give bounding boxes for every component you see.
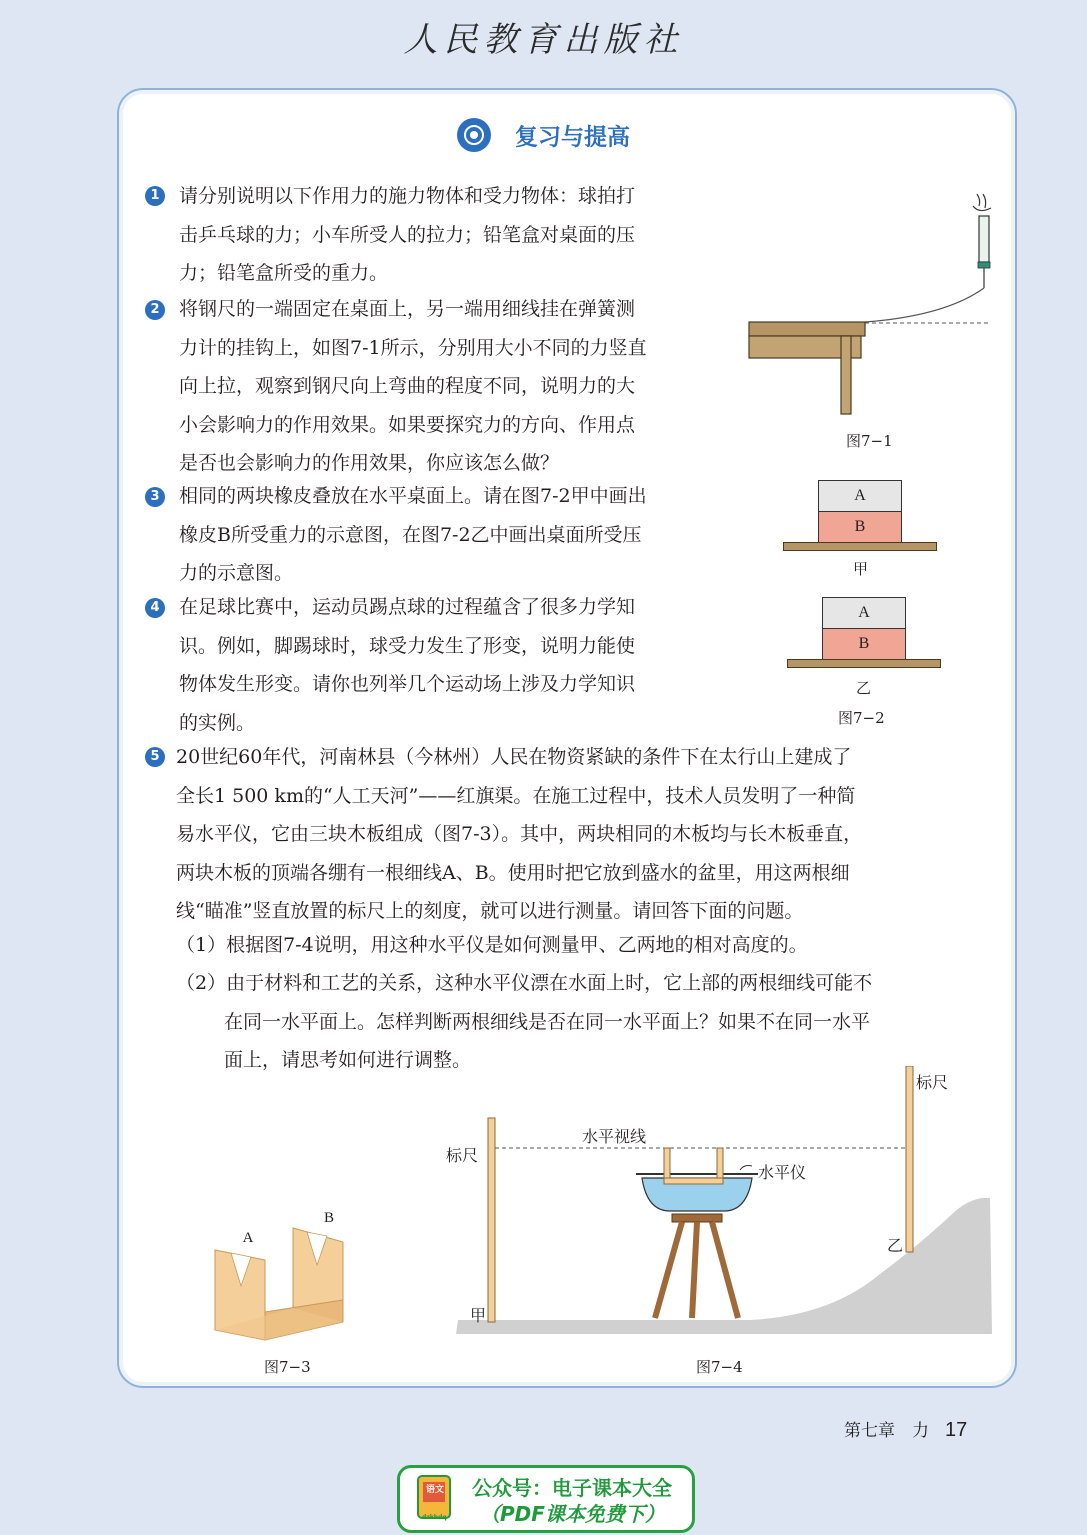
question-2-line: 向上拉，观察到钢尺向上弯曲的程度不同，说明力的大 <box>179 375 636 397</box>
eraser-a-jia: A <box>818 480 902 512</box>
sub-question-2 <box>176 964 872 1080</box>
section-title-text: 复习与提高 <box>515 124 630 151</box>
question-4-line: 的实例。 <box>179 711 256 734</box>
watermark-line2: （PDF课本免费下） <box>480 1502 665 1526</box>
section-title <box>0 118 1087 152</box>
question-5-line: 线“瞄准”竖直放置的标尺上的刻度，就可以进行测量。请回答下面的问题。 <box>176 900 804 922</box>
watermark-logo-sub: dzkbdq <box>422 1514 447 1521</box>
figure-7-4-ruler-left-label: 标尺 <box>446 1146 479 1165</box>
figure-7-4-sight-line-label: 水平视线 <box>582 1127 647 1146</box>
page-footer <box>844 1416 967 1442</box>
sub-question-2-line: 在同一水平面上。怎样判断两根细线是否在同一水平面上？如果不在同一水平 <box>224 1010 871 1033</box>
eraser-b-yi: B <box>822 628 906 660</box>
question-2-line: 是否也会影响力的作用效果，你应该怎么做？ <box>179 452 560 474</box>
publisher-logo: 人民教育出版社 <box>403 20 684 60</box>
question-number-4: 4 <box>145 598 165 618</box>
figure-7-4 <box>450 1066 1000 1346</box>
page-number: 17 <box>945 1419 968 1441</box>
figure-7-3-caption: 图7−3 <box>264 1358 311 1376</box>
question-number-5: 5 <box>145 747 165 767</box>
figure-7-4-point-yi: 乙 <box>887 1236 904 1255</box>
question-3-line: 力的示意图。 <box>179 562 294 584</box>
watermark-line1: 公众号：电子课本大全 <box>472 1476 672 1500</box>
figure-7-2-label-yi: 乙 <box>856 679 872 697</box>
question-4 <box>179 588 635 742</box>
figure-7-2-label-jia: 甲 <box>853 560 869 578</box>
question-1-line: 击乒乓球的力；小车所受人的拉力；铅笔盒对桌面的压 <box>179 223 636 246</box>
question-2-line: 力计的挂钩上，如图7-1所示，分别用大小不同的力竖直 <box>179 336 647 359</box>
question-number-3: 3 <box>145 487 165 507</box>
figure-7-1 <box>745 188 995 420</box>
question-4-line: 物体发生形变。请你也列举几个运动场上涉及力学知识 <box>179 673 636 695</box>
question-1-line: 力；铅笔盒所受的重力。 <box>179 262 389 284</box>
figure-7-1-caption: 图7−1 <box>846 432 893 450</box>
question-1-line: 请分别说明以下作用力的施力物体和受力物体：球拍打 <box>179 185 636 207</box>
question-4-line: 在足球比赛中，运动员踢点球的过程蕴含了很多力学知 <box>179 596 636 618</box>
figure-7-2-caption: 图7−2 <box>838 709 885 727</box>
watermark-logo-text: 语文 <box>426 1485 445 1495</box>
sub-question-1-line: （1）根据图7-4说明，用这种水平仪是如何测量甲、乙两地的相对高度的。 <box>176 934 808 956</box>
question-5 <box>176 738 862 931</box>
figure-7-3-label-a: A <box>242 1230 254 1246</box>
figure-7-3-label-b: B <box>323 1210 334 1226</box>
question-2-line: 小会影响力的作用效果。如果要探究力的方向、作用点 <box>179 413 636 436</box>
question-3-line: 橡皮B所受重力的示意图，在图7-2乙中画出桌面所受压 <box>179 523 642 546</box>
sub-question-2-line: 面上，请思考如何进行调整。 <box>224 1049 472 1071</box>
question-5-line: 全长1 500 km的“人工天河”——红旗渠。在施工过程中，技术人员发明了一种简 <box>176 784 856 807</box>
question-1 <box>179 177 635 293</box>
eraser-b-jia: B <box>818 511 902 543</box>
question-3-line: 相同的两块橡皮叠放在水平桌面上。请在图7-2甲中画出 <box>179 485 647 507</box>
sub-question-1 <box>176 926 808 965</box>
watermark-banner <box>397 1465 695 1533</box>
figure-7-4-level-label: 水平仪 <box>758 1163 807 1182</box>
target-icon <box>457 118 491 152</box>
figure-7-4-caption: 图7−4 <box>696 1358 743 1376</box>
eraser-a-yi: A <box>822 597 906 629</box>
chapter-label: 第七章 力 <box>844 1421 929 1441</box>
question-5-line: 20世纪60年代，河南林县（今林州）人民在物资紧缺的条件下在太行山上建成了 <box>176 746 852 768</box>
question-5-line: 两块木板的顶端各绷有一根细线A、B。使用时把它放到盛水的盆里，用这两根细 <box>176 861 850 884</box>
question-number-2: 2 <box>145 300 165 320</box>
question-number-1: 1 <box>145 186 165 206</box>
question-2 <box>179 290 647 483</box>
desk-jia <box>783 542 937 551</box>
sub-question-2-line: （2）由于材料和工艺的关系，这种水平仪漂在水面上时，它上部的两根细线可能不 <box>176 972 873 994</box>
question-2-line: 将钢尺的一端固定在桌面上，另一端用细线挂在弹簧测 <box>179 298 636 320</box>
question-4-line: 识。例如，脚踢球时，球受力发生了形变，说明力能使 <box>179 634 636 657</box>
question-3 <box>179 477 647 593</box>
figure-7-4-ruler-right-label: 标尺 <box>916 1073 949 1092</box>
figure-7-4-point-jia: 甲 <box>470 1306 487 1325</box>
question-5-line: 易水平仪，它由三块木板组成（图7-3）。其中，两块相同的木板均与长木板垂直， <box>176 823 863 845</box>
figure-7-3 <box>205 1220 355 1345</box>
desk-yi <box>787 659 941 668</box>
